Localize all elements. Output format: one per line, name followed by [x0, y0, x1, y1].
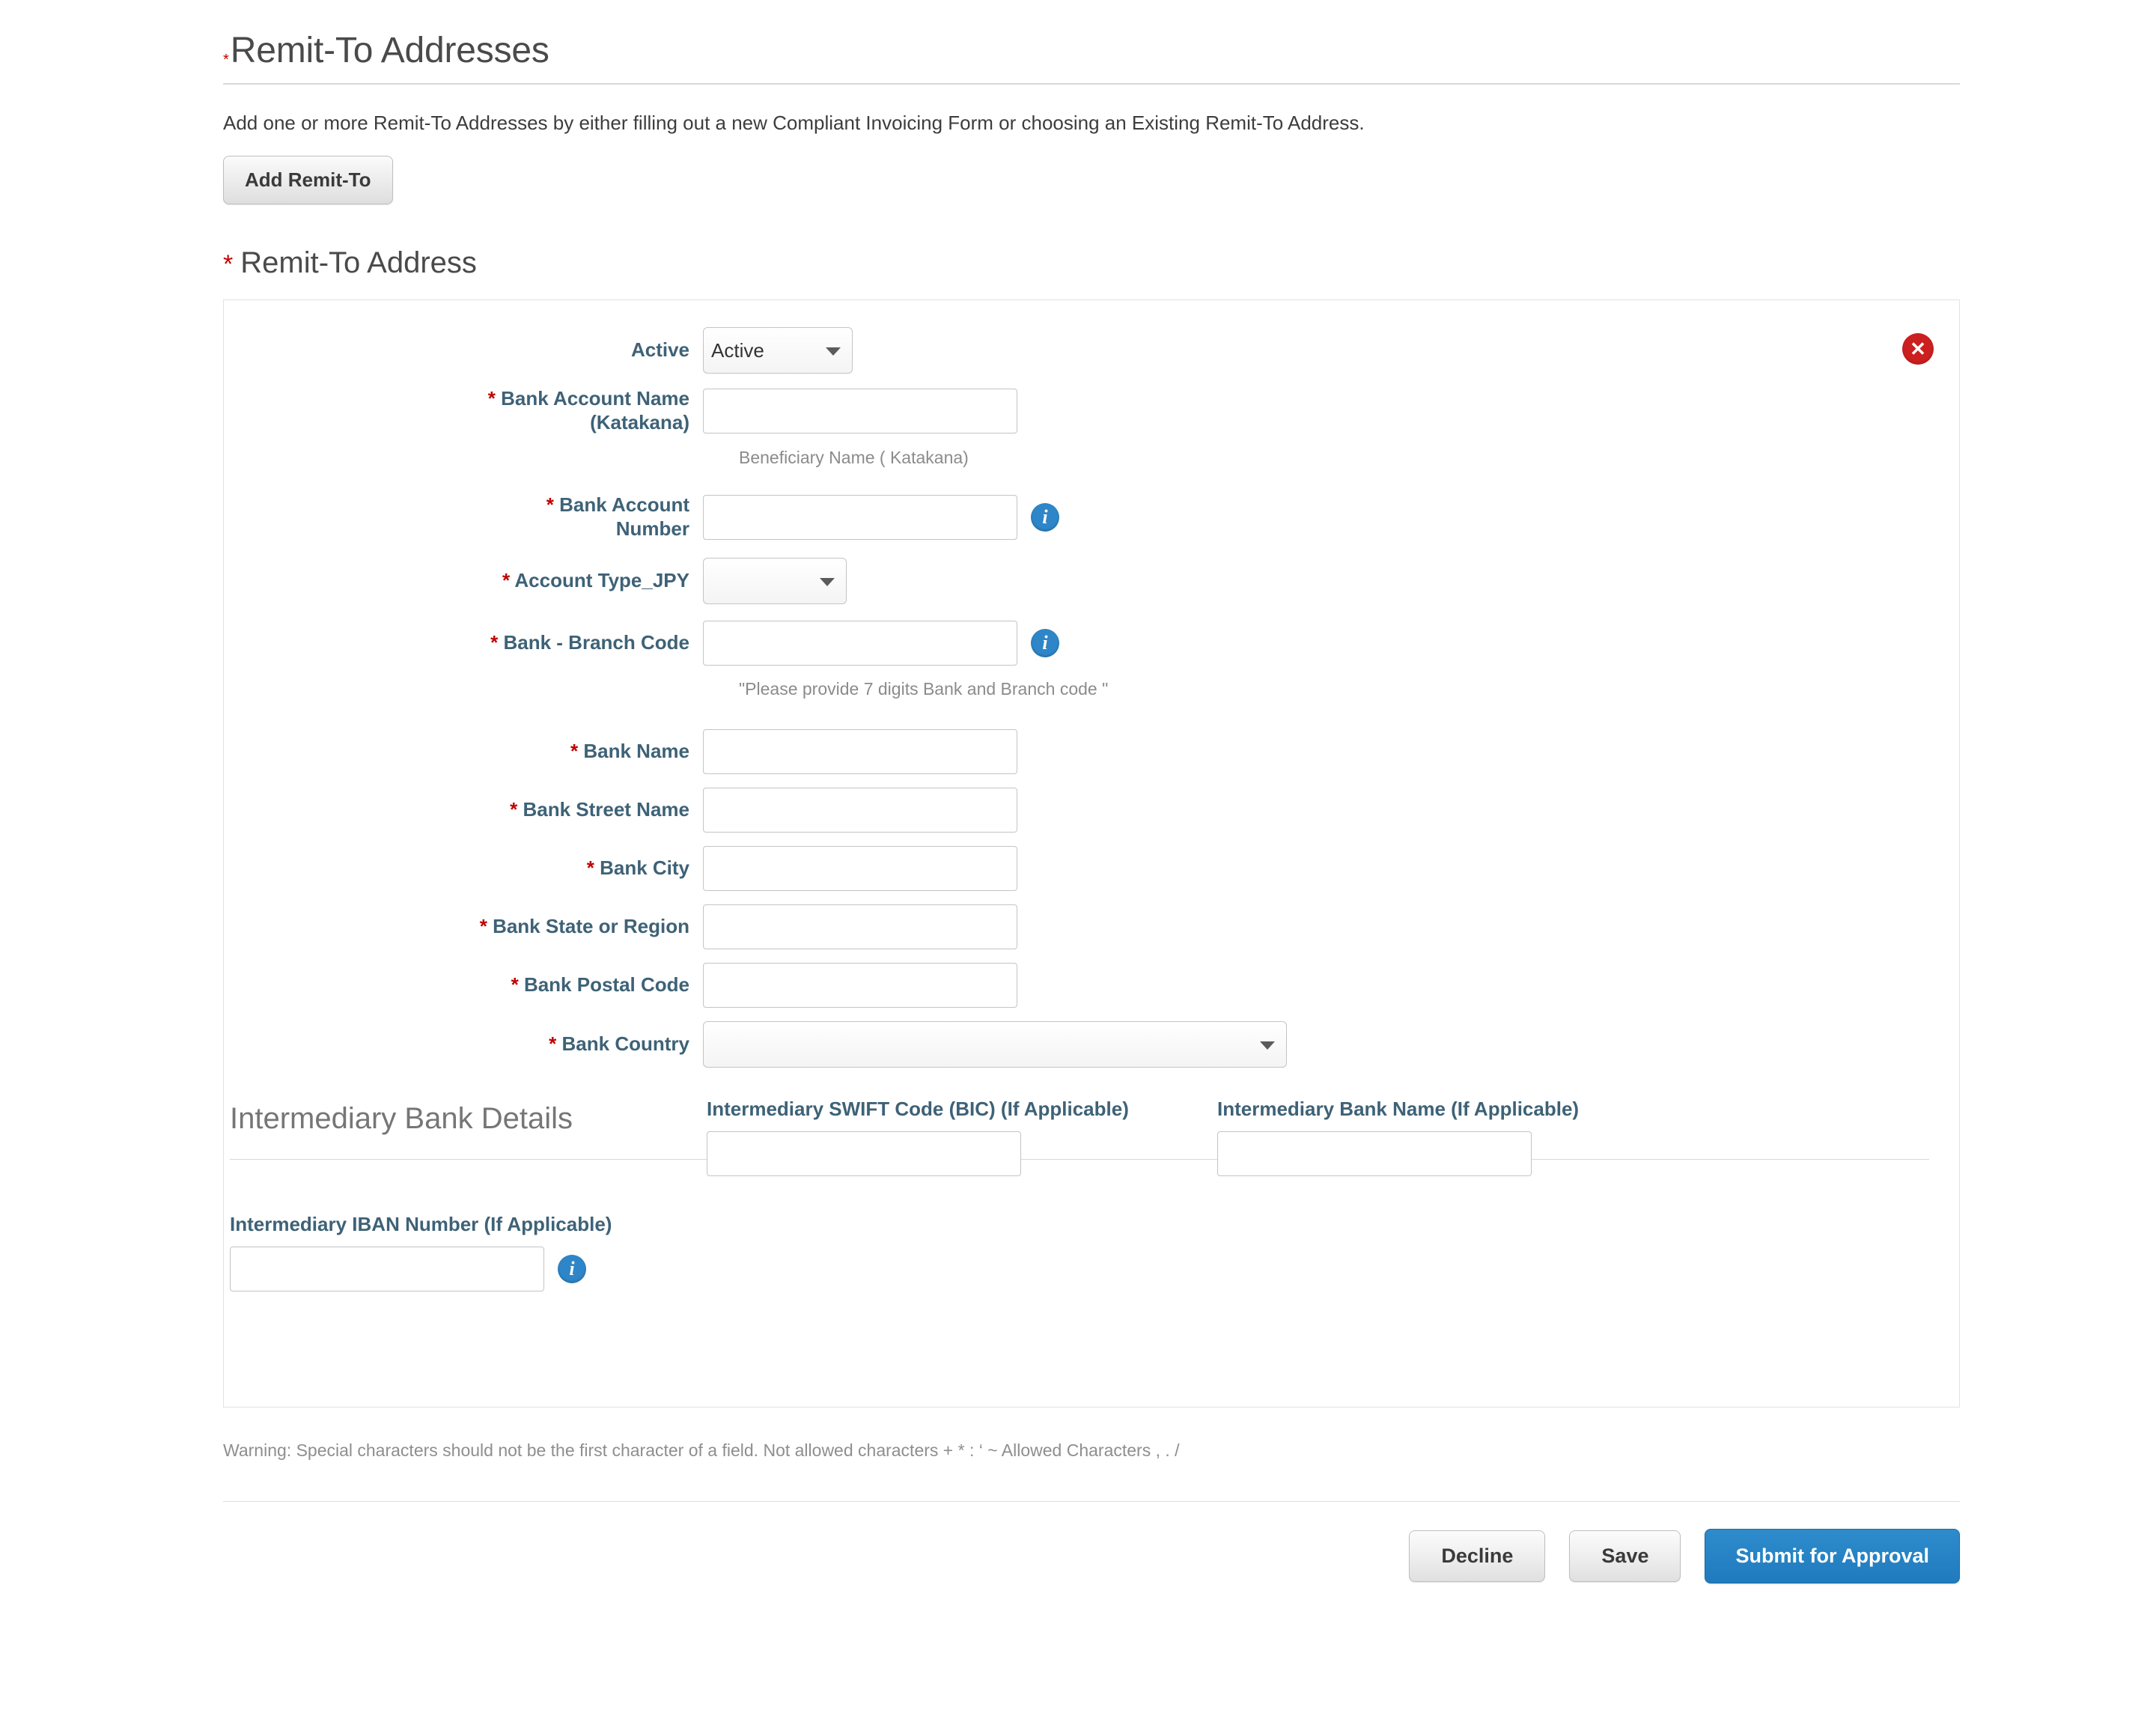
active-select[interactable]	[703, 327, 853, 374]
bank-branch-code-hint: "Please provide 7 digits Bank and Branch code "	[739, 678, 1109, 699]
form-footer	[223, 1501, 1960, 1583]
label-text: Account Type_JPY	[514, 569, 689, 592]
bank-state-or-region-label	[224, 915, 703, 939]
section-header	[223, 30, 1960, 85]
label-text: Bank City	[600, 856, 689, 880]
bank-account-number-label	[224, 493, 703, 541]
intermediary-bank-details-section	[224, 1097, 1959, 1342]
label-text: Bank Name	[583, 740, 689, 763]
add-remit-to-button[interactable]: Add Remit-To	[223, 156, 393, 204]
bank-street-name-label	[224, 798, 703, 822]
field-row-bank-country	[224, 1021, 1959, 1068]
label-text: Bank Street Name	[523, 798, 689, 821]
required-marker-icon: *	[510, 798, 518, 821]
label-line-2: Number	[615, 517, 689, 541]
required-marker-icon: *	[546, 493, 554, 517]
label-line-1: Bank Account Name	[501, 387, 689, 410]
active-select-wrapper	[703, 327, 853, 374]
submit-for-approval-button[interactable]: Submit for Approval	[1705, 1529, 1960, 1583]
page-title: Remit-To Addresses	[230, 31, 549, 70]
section-description: Add one or more Remit-To Addresses by either filling out a new Compliant Invoicing Form or choosing an Existing Remit-To Address.	[223, 112, 1365, 134]
required-marker-icon: *	[502, 569, 511, 592]
label-text: Bank Postal Code	[523, 973, 689, 997]
intermediary-iban-field	[230, 1213, 612, 1291]
intermediary-bank-name-label: Intermediary Bank Name (If Applicable)	[1217, 1097, 1580, 1120]
close-icon[interactable]: ✕	[1902, 333, 1934, 365]
intermediary-bank-name-field	[1217, 1098, 1579, 1176]
required-marker-icon: *	[570, 740, 579, 763]
account-type-jpy-label	[224, 569, 703, 593]
required-marker-icon: *	[479, 915, 487, 938]
remit-to-address-panel	[223, 299, 1960, 1408]
active-label: Active	[630, 338, 689, 362]
bank-branch-code-input[interactable]	[703, 621, 1017, 666]
bank-city-label	[224, 856, 703, 880]
required-marker-icon: *	[223, 52, 229, 68]
field-row-bank-account-name-katakana	[224, 387, 1959, 434]
remit-to-address-heading-label: Remit-To Address	[240, 246, 477, 279]
label-text: Bank State or Region	[493, 915, 689, 938]
bank-postal-code-input[interactable]	[703, 963, 1017, 1008]
info-icon[interactable]: i	[558, 1255, 586, 1283]
bank-street-name-input[interactable]	[703, 788, 1017, 833]
field-row-active	[224, 327, 1959, 374]
bank-country-select-wrapper	[703, 1021, 1287, 1068]
field-row-bank-state-or-region	[224, 904, 1959, 949]
field-row-bank-city	[224, 846, 1959, 891]
account-type-jpy-select[interactable]	[703, 558, 847, 604]
label-line-2: (Katakana)	[590, 410, 689, 433]
field-row-bank-account-number	[224, 493, 1959, 541]
bank-postal-code-label	[224, 973, 703, 997]
intermediary-iban-label: Intermediary IBAN Number (If Applicable)	[230, 1212, 612, 1235]
bank-account-number-input[interactable]	[703, 495, 1017, 540]
field-row-bank-postal-code	[224, 963, 1959, 1008]
required-marker-icon: *	[511, 973, 519, 997]
bank-branch-code-label	[224, 631, 703, 655]
bank-account-name-katakana-label	[224, 387, 703, 434]
save-button[interactable]: Save	[1569, 1530, 1681, 1582]
intermediary-swift-input[interactable]	[707, 1131, 1021, 1176]
label-text: Bank - Branch Code	[503, 631, 689, 654]
info-icon[interactable]: i	[1031, 503, 1059, 532]
bank-country-select[interactable]	[703, 1021, 1287, 1068]
bank-account-name-katakana-hint: Beneficiary Name ( Katakana)	[739, 448, 969, 468]
field-row-bank-name	[224, 729, 1959, 774]
bank-country-label	[224, 1032, 703, 1056]
bank-city-input[interactable]	[703, 846, 1017, 891]
intermediary-iban-input[interactable]	[230, 1247, 544, 1291]
intermediary-bank-details-title: Intermediary Bank Details	[230, 1101, 573, 1135]
intermediary-swift-label: Intermediary SWIFT Code (BIC) (If Applicable)	[707, 1097, 1129, 1120]
bank-state-or-region-input[interactable]	[703, 904, 1017, 949]
label-text: Bank Country	[561, 1032, 689, 1056]
intermediary-swift-field	[707, 1098, 1129, 1176]
required-marker-icon: *	[490, 631, 499, 654]
field-row-bank-branch-code	[224, 621, 1959, 666]
intermediary-bank-name-input[interactable]	[1217, 1131, 1532, 1176]
account-type-jpy-select-wrapper	[703, 558, 847, 604]
required-marker-icon: *	[223, 250, 234, 279]
info-icon[interactable]: i	[1031, 629, 1059, 657]
bank-name-label	[224, 740, 703, 764]
required-marker-icon: *	[586, 856, 594, 880]
required-marker-icon: *	[487, 387, 496, 410]
bank-account-name-katakana-input[interactable]	[703, 389, 1017, 433]
field-row-bank-street-name	[224, 788, 1959, 833]
warning-text: Warning: Special characters should not be the first character of a field. Not allowed characters + * : ‘ ~ Allowed Characters , . /	[223, 1440, 1180, 1460]
decline-button[interactable]: Decline	[1409, 1530, 1545, 1582]
bank-name-input[interactable]	[703, 729, 1017, 774]
required-marker-icon: *	[549, 1032, 557, 1056]
field-row-account-type-jpy	[224, 558, 1959, 604]
label-line-1: Bank Account	[559, 493, 689, 517]
remit-to-addresses-form	[223, 30, 1960, 1583]
remit-to-address-heading	[223, 246, 1960, 280]
